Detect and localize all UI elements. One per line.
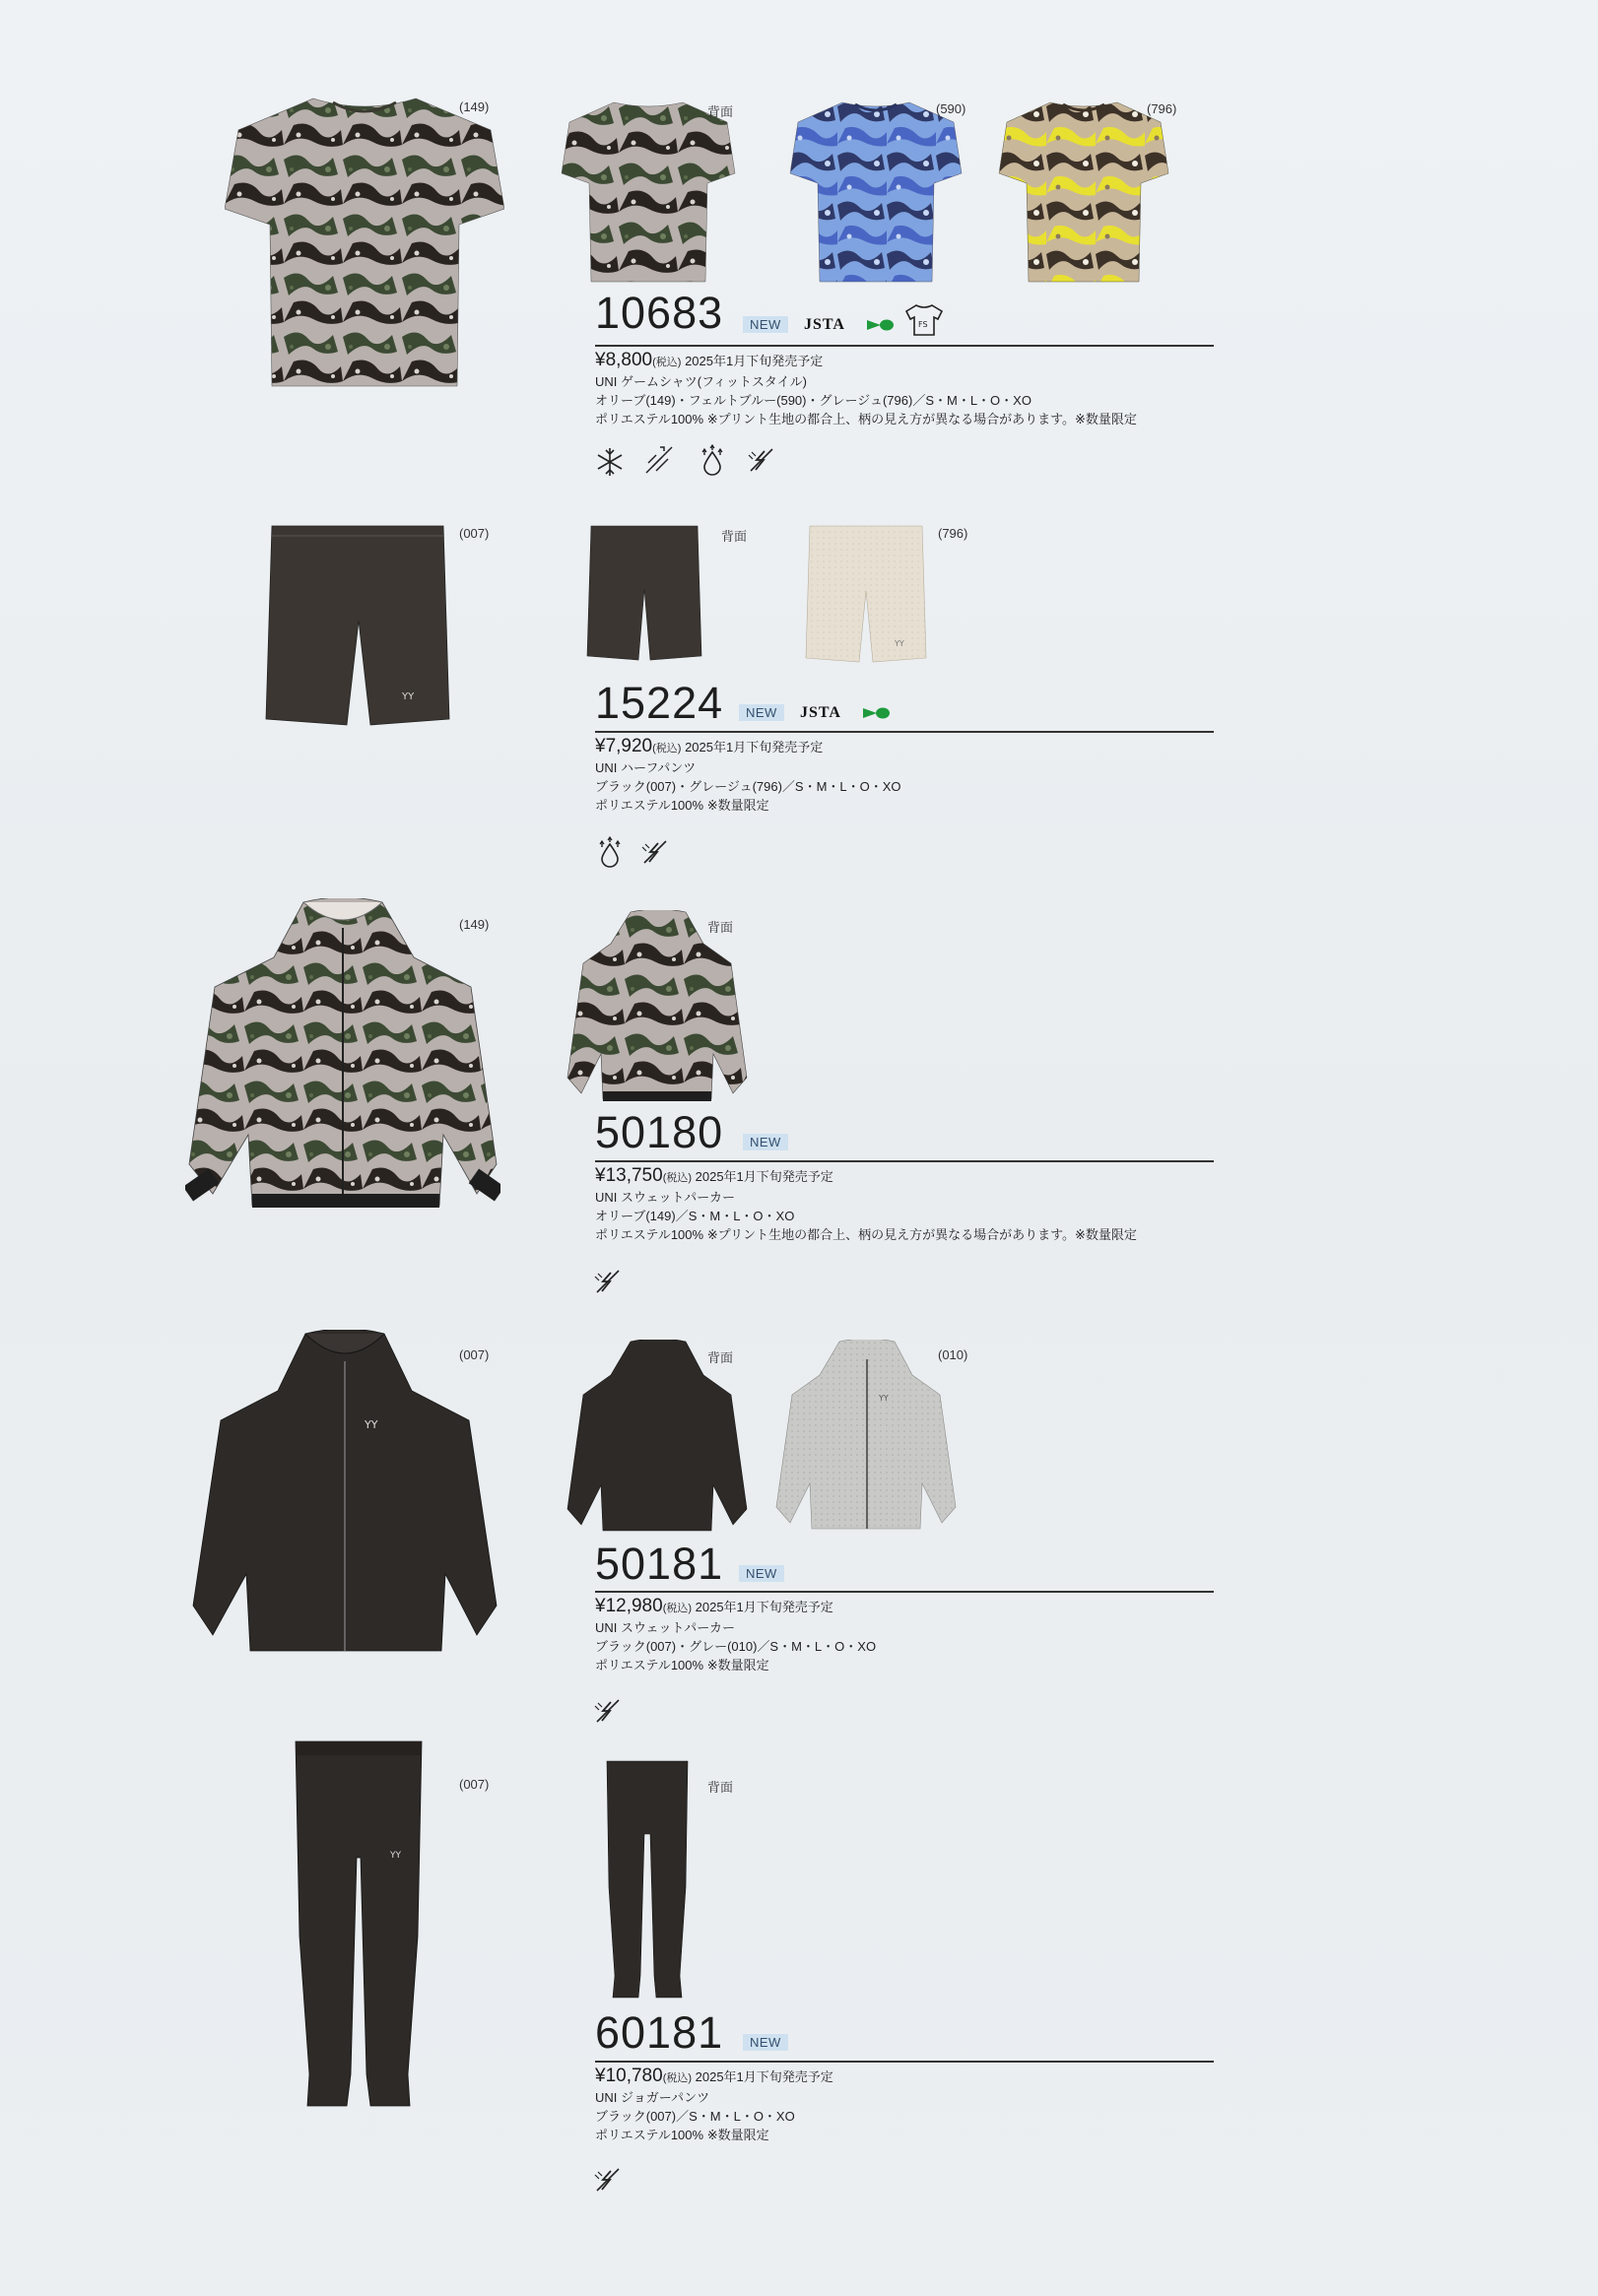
product-50180-main-image bbox=[185, 898, 500, 1214]
release-date: 2025年1月下旬発売予定 bbox=[695, 1169, 833, 1184]
price: ¥10,780 bbox=[595, 2066, 663, 2086]
back-label: 背面 bbox=[707, 1350, 734, 1365]
release-date: 2025年1月下旬発売予定 bbox=[685, 354, 824, 368]
variant-code-796: (796) bbox=[1147, 101, 1177, 116]
product-number: 50181 bbox=[595, 1539, 724, 1589]
product-15224-main-image bbox=[264, 522, 451, 731]
sweat-absorb-icon bbox=[696, 443, 729, 477]
product-50181-main-image bbox=[189, 1330, 500, 1655]
antistatic-icon bbox=[591, 1265, 625, 1298]
product-50181-back-image bbox=[566, 1340, 749, 1535]
variant-code-590: (590) bbox=[936, 101, 966, 116]
section-divider bbox=[595, 2061, 1214, 2063]
uv-cut-icon bbox=[642, 443, 676, 477]
product-info bbox=[595, 2066, 833, 2144]
section-divider bbox=[595, 1160, 1214, 1162]
tax-note: (税込) bbox=[652, 357, 682, 368]
shuttle-mark-icon bbox=[863, 706, 891, 720]
material: ポリエステル100% ※数量限定 bbox=[595, 1658, 769, 1673]
release-date: 2025年1月下旬発売予定 bbox=[695, 1600, 833, 1614]
tax-note: (税込) bbox=[662, 2072, 693, 2084]
release-date: 2025年1月下旬発売予定 bbox=[695, 2069, 833, 2084]
colors-sizes: ブラック(007)・グレージュ(796)／S・M・L・O・XO bbox=[595, 779, 901, 794]
price: ¥8,800 bbox=[595, 350, 653, 370]
variant-code-007: (007) bbox=[459, 526, 490, 541]
snowflake-icon bbox=[593, 445, 627, 479]
section-divider bbox=[595, 345, 1214, 347]
product-15224-beige-image bbox=[804, 524, 928, 666]
product-number: 15224 bbox=[595, 678, 724, 728]
section-divider bbox=[595, 1591, 1214, 1593]
product-10683-blue-image bbox=[788, 98, 964, 286]
variant-code-007: (007) bbox=[459, 1777, 490, 1792]
price: ¥12,980 bbox=[595, 1596, 663, 1616]
product-name: UNI ハーフパンツ bbox=[595, 760, 697, 775]
product-info bbox=[595, 351, 1137, 428]
price: ¥7,920 bbox=[595, 736, 653, 756]
fit-shirt-icon bbox=[904, 303, 944, 337]
svg-text:YY: YY bbox=[390, 1851, 401, 1861]
material: ポリエステル100% ※プリント生地の都合上、柄の見え方が異なる場合があります。※数量限定 bbox=[595, 412, 1137, 426]
release-date: 2025年1月下旬発売予定 bbox=[685, 740, 824, 754]
product-10683-back-image bbox=[560, 98, 737, 286]
svg-text:FS: FS bbox=[918, 320, 928, 329]
jsta-mark: JSTA bbox=[800, 704, 841, 721]
variant-code-010: (010) bbox=[938, 1347, 968, 1362]
antistatic-icon bbox=[745, 443, 778, 477]
svg-text:YY: YY bbox=[895, 639, 904, 648]
back-label: 背面 bbox=[707, 920, 734, 935]
new-badge: NEW bbox=[743, 1134, 788, 1150]
product-name: UNI ジョガーパンツ bbox=[595, 2090, 710, 2105]
antistatic-icon bbox=[591, 1694, 625, 1728]
material: ポリエステル100% ※数量限定 bbox=[595, 2128, 769, 2142]
price: ¥13,750 bbox=[595, 1165, 663, 1186]
colors-sizes: オリーブ(149)・フェルトブルー(590)・グレージュ(796)／S・M・L・O・XO bbox=[595, 393, 1032, 408]
back-label: 背面 bbox=[721, 529, 748, 544]
product-number: 50180 bbox=[595, 1107, 724, 1157]
svg-text:YY: YY bbox=[402, 691, 415, 702]
new-badge: NEW bbox=[743, 316, 788, 333]
material: ポリエステル100% ※プリント生地の都合上、柄の見え方が異なる場合があります。※数量限定 bbox=[595, 1227, 1137, 1242]
product-10683-yellow-image bbox=[997, 98, 1170, 286]
product-50180-back-image bbox=[566, 910, 749, 1103]
jsta-mark: JSTA bbox=[804, 316, 845, 333]
product-info bbox=[595, 1166, 1137, 1244]
colors-sizes: ブラック(007)／S・M・L・O・XO bbox=[595, 2109, 795, 2124]
shuttle-mark-icon bbox=[867, 318, 895, 332]
product-60181-main-image bbox=[292, 1739, 426, 2114]
colors-sizes: オリーブ(149)／S・M・L・O・XO bbox=[595, 1209, 795, 1223]
colors-sizes: ブラック(007)・グレー(010)／S・M・L・O・XO bbox=[595, 1639, 877, 1654]
tax-note: (税込) bbox=[662, 1603, 693, 1614]
new-badge: NEW bbox=[739, 704, 784, 721]
product-name: UNI スウェットパーカー bbox=[595, 1620, 735, 1635]
product-15224-back-image bbox=[585, 524, 703, 664]
variant-code-796: (796) bbox=[938, 526, 968, 541]
back-label: 背面 bbox=[707, 1780, 734, 1795]
product-name: UNI ゲームシャツ(フィットスタイル) bbox=[595, 374, 807, 389]
product-60181-back-image bbox=[603, 1759, 692, 2001]
variant-code-149: (149) bbox=[459, 917, 490, 932]
product-name: UNI スウェットパーカー bbox=[595, 1190, 735, 1205]
product-number: 60181 bbox=[595, 2007, 724, 2058]
sweat-absorb-icon bbox=[593, 835, 627, 869]
product-10683-main-image bbox=[225, 91, 504, 396]
product-number: 10683 bbox=[595, 288, 724, 338]
tax-note: (税込) bbox=[652, 743, 682, 754]
product-info bbox=[595, 1597, 876, 1674]
tax-note: (税込) bbox=[662, 1172, 693, 1184]
section-divider bbox=[595, 731, 1214, 733]
product-50181-grey-image bbox=[772, 1340, 960, 1533]
svg-text:YY: YY bbox=[365, 1418, 378, 1431]
antistatic-icon bbox=[638, 835, 672, 869]
svg-text:YY: YY bbox=[879, 1394, 889, 1403]
variant-code-149: (149) bbox=[459, 99, 490, 114]
new-badge: NEW bbox=[743, 2034, 788, 2051]
material: ポリエステル100% ※数量限定 bbox=[595, 798, 769, 813]
antistatic-icon bbox=[591, 2163, 625, 2197]
back-label: 背面 bbox=[707, 104, 734, 119]
new-badge: NEW bbox=[739, 1565, 784, 1582]
product-info bbox=[595, 737, 901, 815]
variant-code-007: (007) bbox=[459, 1347, 490, 1362]
